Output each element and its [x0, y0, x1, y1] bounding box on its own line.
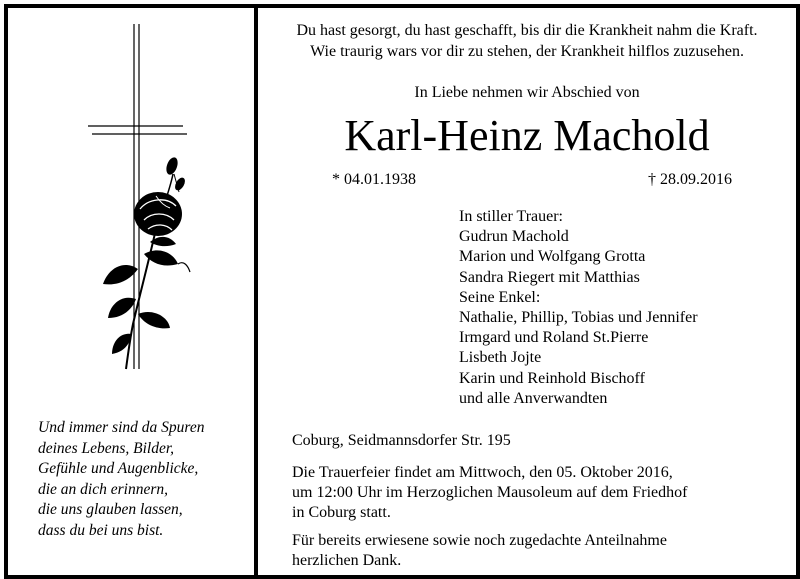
poem-line: deines Lebens, Bilder,: [38, 439, 175, 457]
opening-verse-line: Du hast gesorgt, du hast geschafft, bis dir die Krankheit nahm die Kraft.: [296, 22, 758, 39]
birth-date: * 04.01.1938: [332, 171, 416, 188]
poem-line: die uns glauben lassen,: [38, 501, 183, 518]
funeral-line: in Coburg statt.: [292, 504, 391, 521]
funeral-line: Die Trauerfeier findet am Mittwoch, den 05. Oktober 2016,: [292, 464, 673, 481]
poem-line: Gefühle und Augenblicke,: [38, 460, 199, 477]
funeral-notice: [292, 463, 687, 523]
left-column: [8, 8, 254, 575]
right-column: [258, 8, 796, 575]
mourners-list: [459, 207, 698, 409]
mourner-line: Irmgard und Roland St.Pierre: [459, 329, 649, 347]
mourner-line: Lisbeth Jojte: [459, 349, 542, 367]
poem-line: Und immer sind da Spuren: [38, 419, 205, 436]
family-address: Coburg, Seidmannsdorfer Str. 195: [292, 432, 511, 449]
mourner-line: Gudrun Machold: [459, 228, 569, 246]
opening-verse-line: Wie traurig wars vor dir zu stehen, der Krankheit hilflos zuzusehen.: [310, 43, 744, 60]
thanks-note: [292, 531, 667, 571]
thanks-line: herzlichen Dank.: [292, 552, 402, 569]
thanks-line: Für bereits erwiesene sowie noch zugedachte Anteilnahme: [292, 532, 667, 549]
mourner-line: In stiller Trauer:: [459, 208, 563, 225]
opening-verse: [258, 20, 796, 62]
poem-line: dass du bei uns bist.: [38, 521, 164, 539]
memorial-poem: [38, 418, 248, 541]
mourner-line: Nathalie, Phillip, Tobias und Jennifer: [459, 309, 698, 327]
mourner-line: und alle Anverwandten: [459, 389, 608, 407]
mourner-line: Seine Enkel:: [459, 288, 541, 306]
death-date: † 28.09.2016: [648, 171, 732, 188]
mourner-line: Marion und Wolfgang Grotta: [459, 248, 646, 266]
poem-line: die an dich erinnern,: [38, 480, 169, 498]
farewell-intro: In Liebe nehmen wir Abschied von: [414, 84, 640, 101]
cross-with-rose-icon: [78, 24, 208, 389]
mourner-line: Karin und Reinhold Bischoff: [459, 369, 645, 387]
obituary-frame: [4, 4, 800, 579]
deceased-name: Karl-Heinz Machold: [344, 111, 710, 160]
funeral-line: um 12:00 Uhr im Herzoglichen Mausoleum auf dem Friedhof: [292, 484, 688, 501]
mourner-line: Sandra Riegert mit Matthias: [459, 268, 640, 286]
